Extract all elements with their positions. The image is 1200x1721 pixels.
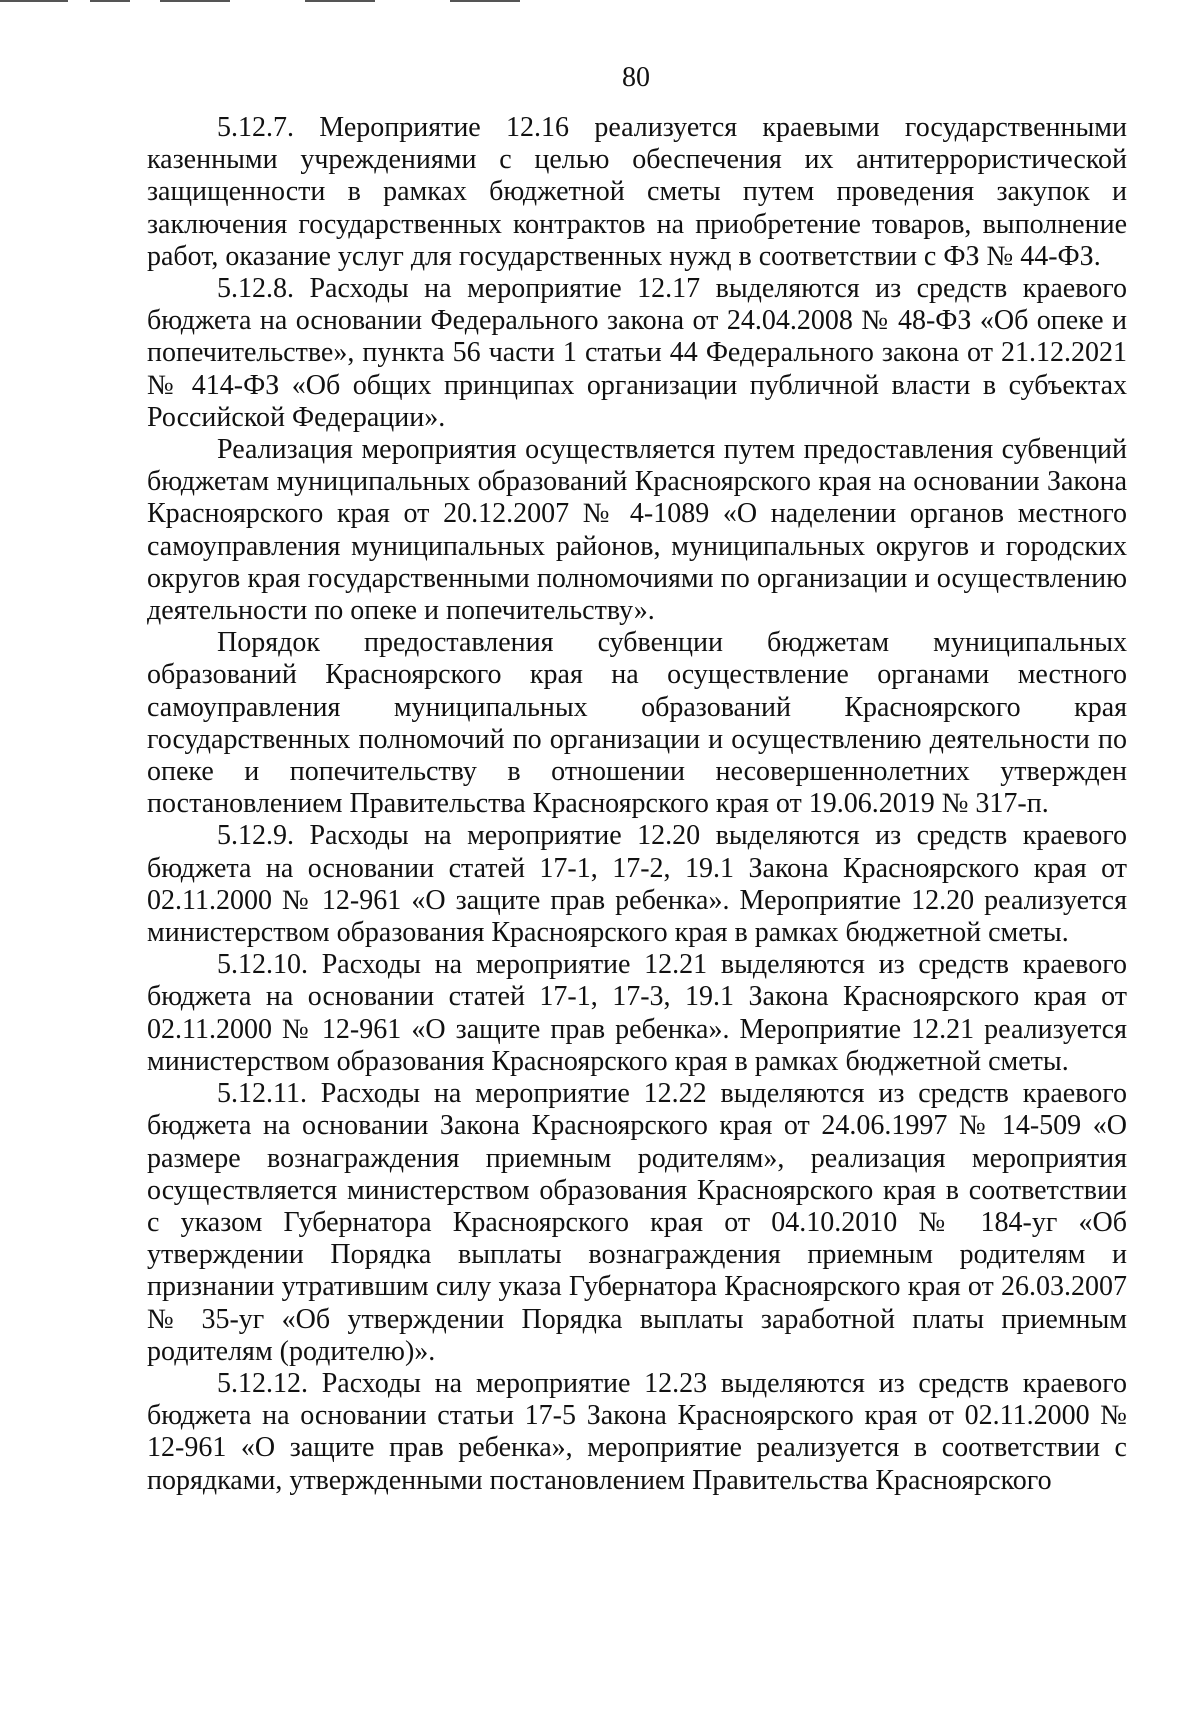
paragraph-5-12-8: 5.12.8. Расходы на мероприятие 12.17 выделяются из средств краевого бюджета на основании Федерального закона от 24.04.2008 № 48-ФЗ «Об опеке и попечительстве», пункта 56 части 1 статьи 44 Федерального закона от 21.12.2021 № 414-ФЗ «Об общих принципах организации публичной власти в субъектах Российской Федерации». (147, 273, 1127, 433)
scan-mark (305, 0, 375, 2)
scan-edge-marks (0, 0, 1200, 4)
paragraph-subvention-procedure: Порядок предоставления субвенции бюджетам муниципальных образований Красноярского края на осуществление органами местного самоуправления муниципальных образований Красноярского края государственных полномочий по организации и осуществлению деятельности по опеке и попечительству в отношении несовершеннолетних утвержден постановлением Правительства Красноярского края от 19.06.2019 № 317-п. (147, 627, 1127, 820)
paragraph-5-12-11: 5.12.11. Расходы на мероприятие 12.22 выделяются из средств краевого бюджета на основании Закона Красноярского края от 24.06.1997 № 14-509 «О размере вознаграждения приемным родителям», реализация мероприятия осуществляется министерством образования Красноярского края в соответствии с указом Губернатора Красноярского края от 04.10.2010 № 184-уг «Об утверждении Порядка выплаты вознаграждения приемным родителям и признании утратившим силу указа Губернатора Красноярского края от 26.03.2007 № 35-уг «Об утверждении Порядка выплаты заработной платы приемным родителям (родителю)». (147, 1078, 1127, 1367)
paragraph-5-12-9: 5.12.9. Расходы на мероприятие 12.20 выделяются из средств краевого бюджета на основании статей 17-1, 17-2, 19.1 Закона Красноярского края от 02.11.2000 № 12-961 «О защите прав ребенка». Мероприятие 12.20 реализуется министерством образования Красноярского края в рамках бюджетной сметы. (147, 820, 1127, 949)
paragraph-5-12-12: 5.12.12. Расходы на мероприятие 12.23 выделяются из средств краевого бюджета на основании статьи 17-5 Закона Красноярского края от 02.11.2000 № 12-961 «О защите прав ребенка», мероприятие реализуется в соответствии с порядками, утвержденными постановлением Правительства Красноярского (147, 1367, 1127, 1496)
scan-mark (90, 0, 130, 2)
scan-mark (0, 0, 68, 2)
scan-mark (450, 0, 520, 2)
paragraph-5-12-10: 5.12.10. Расходы на мероприятие 12.21 выделяются из средств краевого бюджета на основании статей 17-1, 17-3, 19.1 Закона Красноярского края от 02.11.2000 № 12-961 «О защите прав ребенка». Мероприятие 12.21 реализуется министерством образования Красноярского края в рамках бюджетной сметы. (147, 949, 1127, 1077)
document-body (147, 112, 1127, 1497)
page-number: 80 (622, 62, 650, 93)
paragraph-implementation: Реализация мероприятия осуществляется путем предоставления субвенций бюджетам муниципальных образований Красноярского края на основании Закона Красноярского края от 20.12.2007 № 4-1089 «О наделении органов местного самоуправления муниципальных районов, муниципальных округов и городских округов края государственными полномочиями по организации и осуществлению деятельности по опеке и попечительству». (147, 434, 1127, 627)
paragraph-5-12-7: 5.12.7. Мероприятие 12.16 реализуется краевыми государственными казенными учреждениями с целью обеспечения их антитеррористической защищенности в рамках бюджетной сметы путем проведения закупок и заключения государственных контрактов на приобретение товаров, выполнение работ, оказание услуг для государственных нужд в соответствии с ФЗ № 44-ФЗ. (147, 112, 1127, 272)
scan-mark (160, 0, 230, 2)
